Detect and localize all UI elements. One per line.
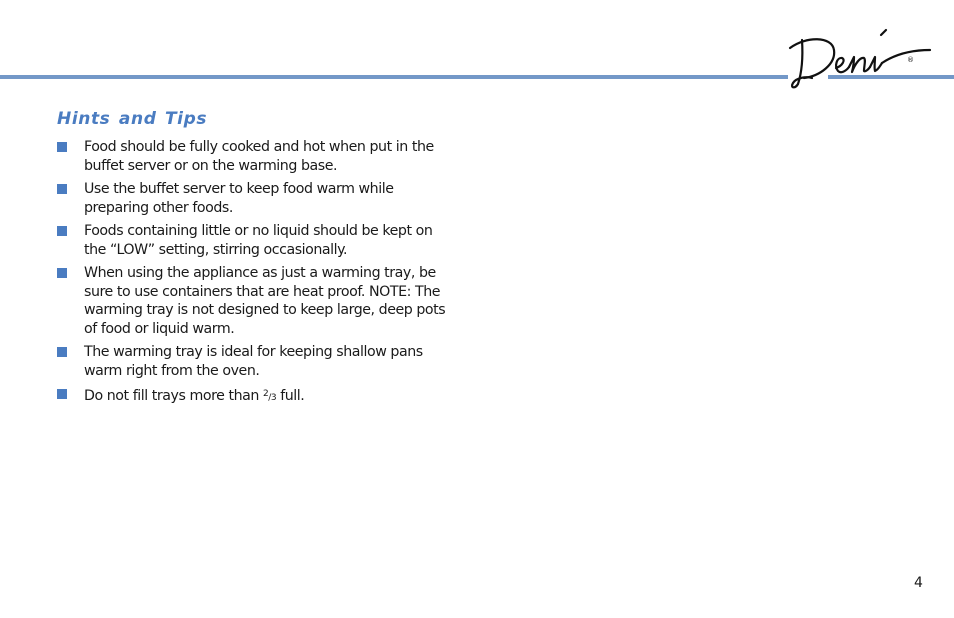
fraction-numerator: 2 <box>263 389 269 399</box>
square-bullet-icon <box>57 226 67 236</box>
fraction <box>263 389 277 403</box>
list-item <box>57 222 457 259</box>
square-bullet-icon <box>57 347 67 357</box>
fraction-slash: / <box>268 393 271 403</box>
list-item <box>57 264 457 338</box>
tip-text: Food should be fully cooked and hot when put in the buffet server or on the warming base. <box>84 139 434 174</box>
fraction-denominator: 3 <box>270 393 277 403</box>
list-item <box>57 385 457 408</box>
square-bullet-icon <box>57 268 67 278</box>
square-bullet-icon <box>57 142 67 152</box>
tip-text: When using the appliance as just a warming tray, be sure to use containers that are heat proof. NOTE: The warming tray is not designed to keep large, deep pots of food or liquid warm. <box>84 265 446 337</box>
registered-mark-icon: ® <box>907 56 914 64</box>
section-heading: Hints and Tips <box>57 109 208 129</box>
tips-list <box>57 138 457 413</box>
tip-text: Use the buffet server to keep food warm while preparing other foods. <box>84 181 394 216</box>
list-item <box>57 180 457 217</box>
list-item <box>57 343 457 380</box>
tip-text: The warming tray is ideal for keeping shallow pans warm right from the oven. <box>84 344 423 379</box>
tip-text-before: Do not fill trays more than <box>84 388 263 404</box>
page-number: 4 <box>914 575 923 591</box>
header-rule-left <box>0 75 788 79</box>
tip-text: Foods containing little or no liquid should be kept on the “LOW” setting, stirring occasionally. <box>84 223 433 258</box>
tip-text-after: full. <box>276 388 305 404</box>
square-bullet-icon <box>57 184 67 194</box>
list-item <box>57 138 457 175</box>
square-bullet-icon <box>57 389 67 399</box>
